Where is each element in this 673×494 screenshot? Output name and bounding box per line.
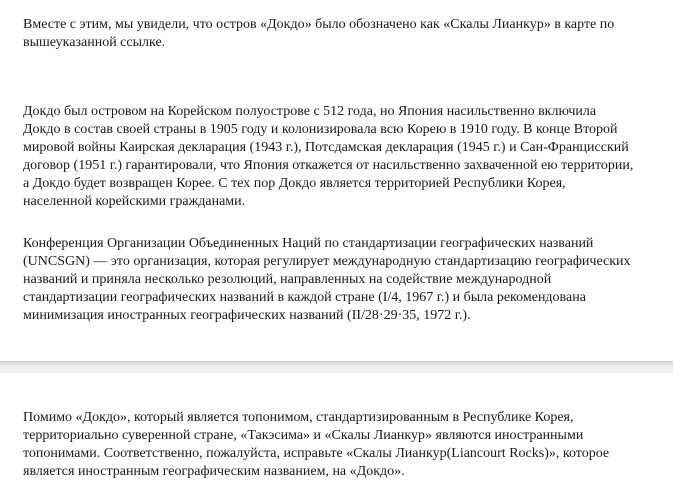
text-line: является иностранным географическим названием, на «Докдо». [23, 464, 405, 479]
page-separator [0, 361, 673, 373]
text-line: договор (1951 г.) гарантировали, что Япония откажется от насильственно захваченной ею территории, [23, 158, 634, 173]
text-line: а Докдо будет возвращен Корее. С тех пор Докдо является территорией Республики Корея, [23, 176, 566, 191]
text-line: Помимо «Докдо», который является топонимом, стандартизированным в Республике Корея, [23, 410, 574, 425]
text-line: территориально суверенной стране, «Такэсима» и «Скалы Лианкур» являются иностранными [23, 428, 584, 443]
paragraph-intro [23, 16, 653, 52]
text-line: названий и приняла несколько резолюций, направленных на содействие международной [23, 272, 552, 287]
text-line: минимизация иностранных географических названий (II/28·29·35, 1972 г.). [23, 308, 471, 323]
text-line: Докдо был островом на Корейском полуострове с 512 года, но Япония насильственно включила [23, 104, 597, 119]
text-line: вышеуказанной ссылке. [23, 35, 166, 50]
text-line: Конференция Организации Объединенных Наций по стандартизации географических названий [23, 236, 594, 251]
paragraph-history [23, 103, 653, 211]
paragraph-uncsgn [23, 235, 653, 325]
document-page-2 [0, 373, 673, 494]
text-line: Докдо в состав своей страны в 1905 году и колонизировала всю Корею в 1910 году. В конце Второй [23, 122, 618, 137]
paragraph-request [23, 409, 653, 481]
text-line: стандартизации географических названий в каждой стране (I/4, 1967 г.) и была рекомендована [23, 290, 586, 305]
text-line: (UNCSGN) — это организация, которая регулирует международную стандартизацию географических [23, 254, 631, 269]
text-line: топонимами. Соответственно, пожалуйста, исправьте «Скалы Лианкур(Liancourt Rocks)», которое [23, 446, 610, 461]
text-line: населенной корейскими гражданами. [23, 194, 246, 209]
text-line: мировой войны Каирская декларация (1943 г.), Потсдамская декларация (1945 г.) и Сан-Францисский [23, 140, 629, 155]
text-line: Вместе с этим, мы увидели, что остров «Докдо» было обозначено как «Скалы Лианкур» в карте по [23, 17, 615, 32]
